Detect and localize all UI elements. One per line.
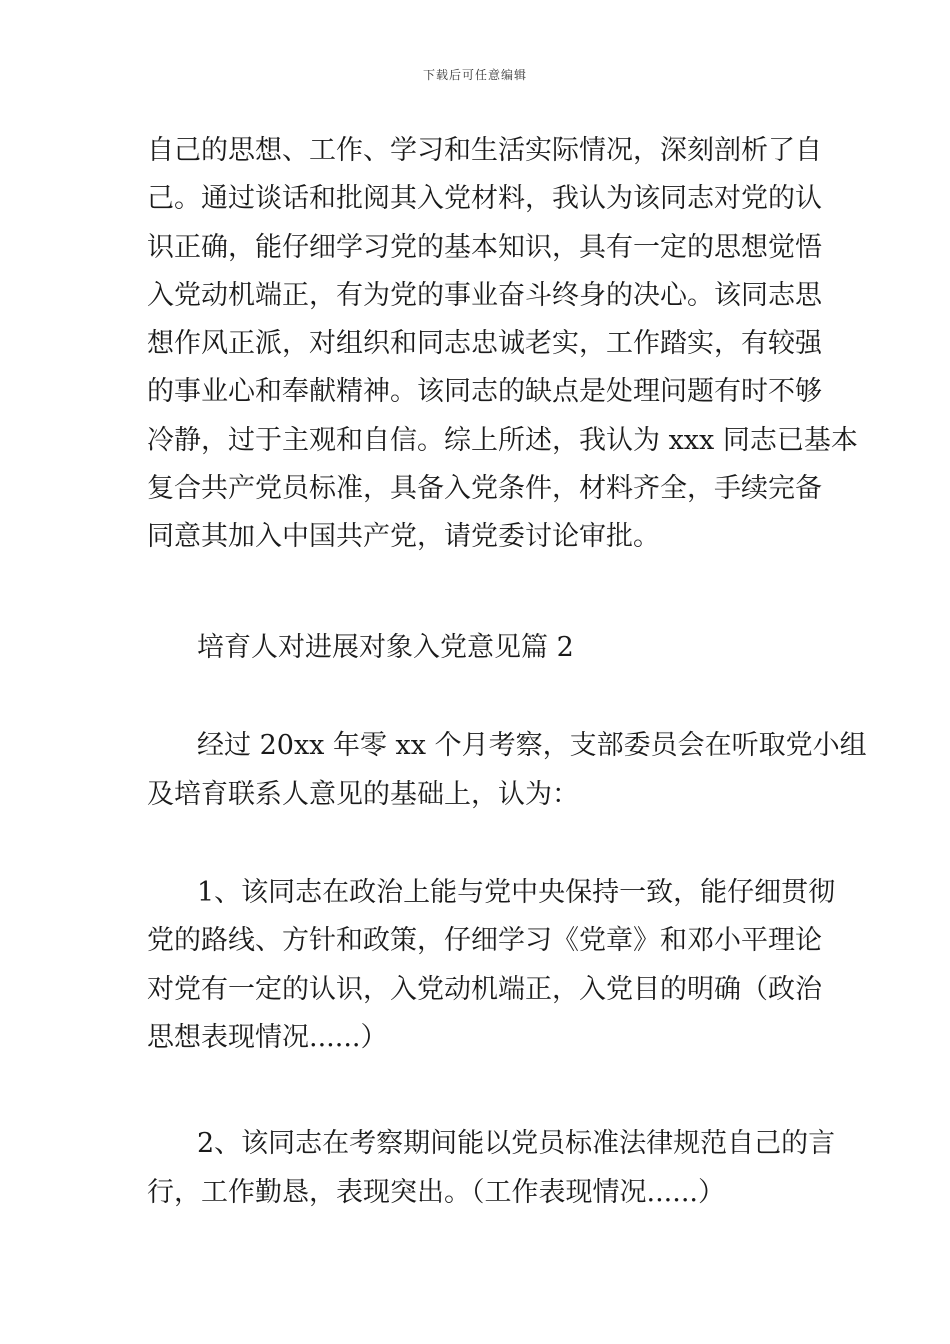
paragraph-line: 识正确，能仔细学习党的基本知识，具有一定的思想觉悟 (147, 232, 822, 263)
list-item-line: 对党有一定的认识，入党动机端正，入党目的明确（政治 (147, 974, 822, 1005)
page-header: 下载后可任意编辑 (422, 68, 527, 82)
paragraph-line: 及培育联系人意见的基础上，认为： (147, 779, 579, 810)
paragraph-line: 的事业心和奉献精神。该同志的缺点是处理问题有时不够 (147, 376, 822, 407)
list-item-line: 党的路线、方针和政策，仔细学习《党章》和邓小平理论 (147, 925, 822, 956)
list-item-line: 2、该同志在考察期间能以党员标准法律规范自己的言 (197, 1128, 836, 1159)
paragraph-line: 想作风正派，对组织和同志忠诚老实，工作踏实，有较强 (147, 328, 822, 359)
paragraph-line: 同意其加入中国共产党，请党委讨论审批。 (147, 521, 660, 552)
paragraph-line: 经过 20xx 年零 xx 个月考察，支部委员会在听取党小组 (197, 730, 867, 761)
list-item-line: 思想表现情况......） (147, 1022, 388, 1053)
paragraph-line: 冷静，过于主观和自信。综上所述，我认为 xxx 同志已基本 (147, 425, 858, 456)
paragraph-line: 复合共产党员标准，具备入党条件，材料齐全，手续完备 (147, 473, 822, 504)
paragraph-line: 入党动机端正，有为党的事业奋斗终身的决心。该同志思 (147, 280, 822, 311)
paragraph-line: 自己的思想、工作、学习和生活实际情况，深刻剖析了自 (147, 135, 822, 166)
list-item-line: 行，工作勤恳，表现突出。（工作表现情况......） (147, 1177, 725, 1208)
section-heading: 培育人对进展对象入党意见篇 2 (197, 632, 574, 663)
list-item-line: 1、该同志在政治上能与党中央保持一致，能仔细贯彻 (197, 877, 836, 908)
paragraph-line: 己。通过谈话和批阅其入党材料，我认为该同志对党的认 (147, 183, 822, 214)
